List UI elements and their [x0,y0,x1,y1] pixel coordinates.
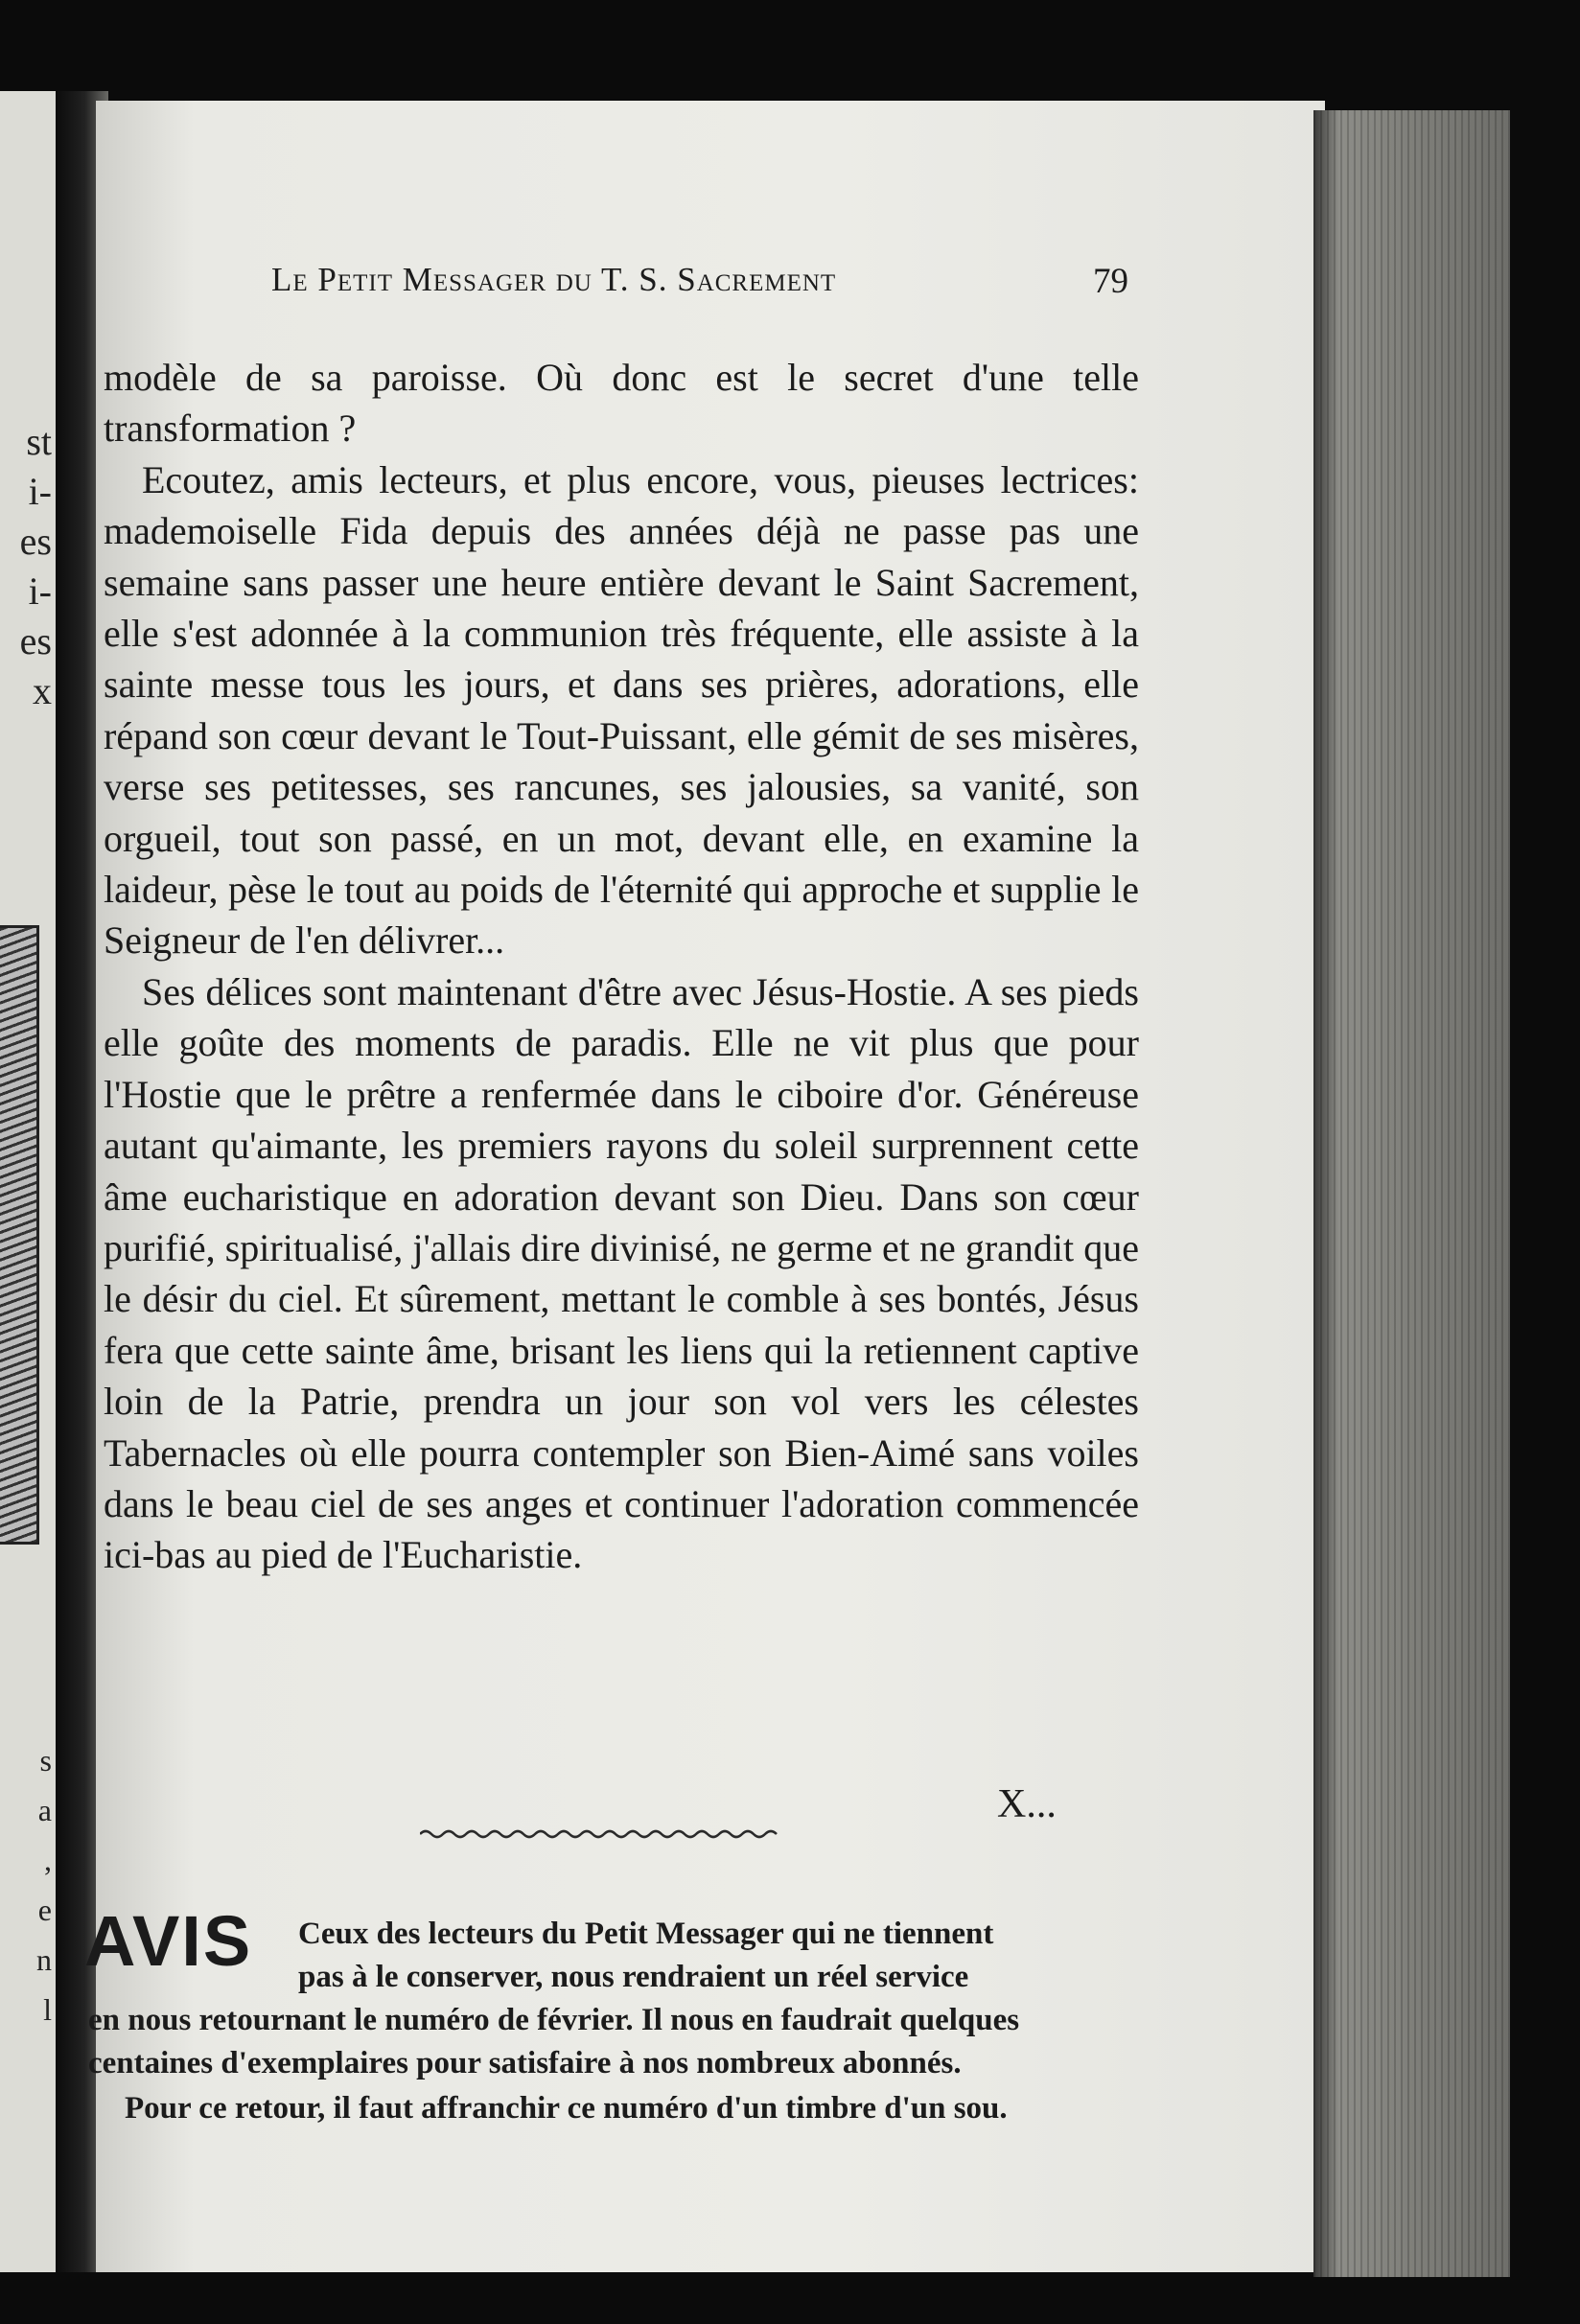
left-letter: x [33,669,52,712]
page-header [96,261,1150,318]
notice-line: Pour ce retour, il faut affranchir ce numéro d'un timbre d'un sou. [125,2091,1008,2126]
left-letter: e [37,1893,52,1927]
paragraph: Ecoutez, amis lecteurs, et plus encore, vous, pieuses lectrices: mademoiselle Fida depuis des années déjà ne passe pas une semaine sans passer une heure entière devant le Saint Sacrement, elle s'est adonnée à la communion très fréquente, elle assiste à la sainte messe tous les jours, et dans ses prières, adorations, elle répand son cœur devant le Tout-Puissant, elle gémit de ses misères, verse ses petitesses, ses rancunes, ses jalousies, sa vanité, son orgueil, tout son passé, en un mot, devant elle, en examine la laideur, pèse le tout au poids de l'éternité qui approche et supplie le Seigneur de l'en délivrer... [104,457,1139,963]
left-letter: i- [28,569,52,613]
left-page-letters-bottom [36,1735,52,2034]
left-page-letters-top [20,417,52,716]
page-edges [1313,110,1524,2277]
notice-line: en nous retournant le numéro de février. Il nous en faudrait quelques [88,2003,1020,2037]
left-letter: i- [28,470,52,513]
paragraph: modèle de sa paroisse. Où donc est le secret d'une telle transformation ? [104,356,1139,451]
notice-line: pas à le conserver, nous rendraient un réel service [298,1960,969,1994]
left-letter: st [26,420,52,463]
left-page-illustration [0,925,39,1545]
left-letter: n [36,1942,52,1977]
left-letter: s [39,1743,52,1778]
page-number: 79 [1093,262,1128,301]
left-letter: es [19,619,52,662]
notice-line: centaines d'exemplaires pour satisfaire à nos nombreux abonnés. [88,2046,962,2080]
left-letter: , [44,1843,52,1877]
signature: X... [997,1782,1057,1826]
left-letter: es [19,520,52,563]
notice-title: AVIS [84,1901,253,1981]
article-body [104,352,1139,1581]
left-letter: l [43,1992,52,2027]
background-edge [1510,91,1580,2324]
running-head: Le Petit Messager du T. S. Sacrement [271,261,837,298]
left-page-fragment [0,91,56,2272]
paragraph: Ses délices sont maintenant d'être avec Jésus-Hostie. A ses pieds elle goûte des moments de paradis. Elle ne vit plus que pour l'Hostie que le prêtre a renfermée dans le ciboire d'or. Généreuse autant qu'aimante, les premiers rayons du soleil surprennent cette âme eucharistique en adoration devant son Dieu. Dans son cœur purifié, spiritualisé, j'allais dire divinisé, ne germe et ne grandit que le désir du ciel. Et sûrement, mettant le comble à ses bontés, Jésus fera que cette sainte âme, brisant les liens qui la retiennent captive loin de la Patrie, prendra un jour son vol vers les célestes Tabernacles où elle pourra contempler son Bien-Aimé sans voiles dans le beau ciel de ses anges et continuer l'adoration commencée ici-bas au pied de l'Eucharistie. [104,969,1139,1577]
notice-line: Ceux des lecteurs du Petit Messager qui ne tiennent [298,1917,994,1951]
left-letter: a [37,1793,52,1827]
decorative-rule [420,1826,784,1840]
